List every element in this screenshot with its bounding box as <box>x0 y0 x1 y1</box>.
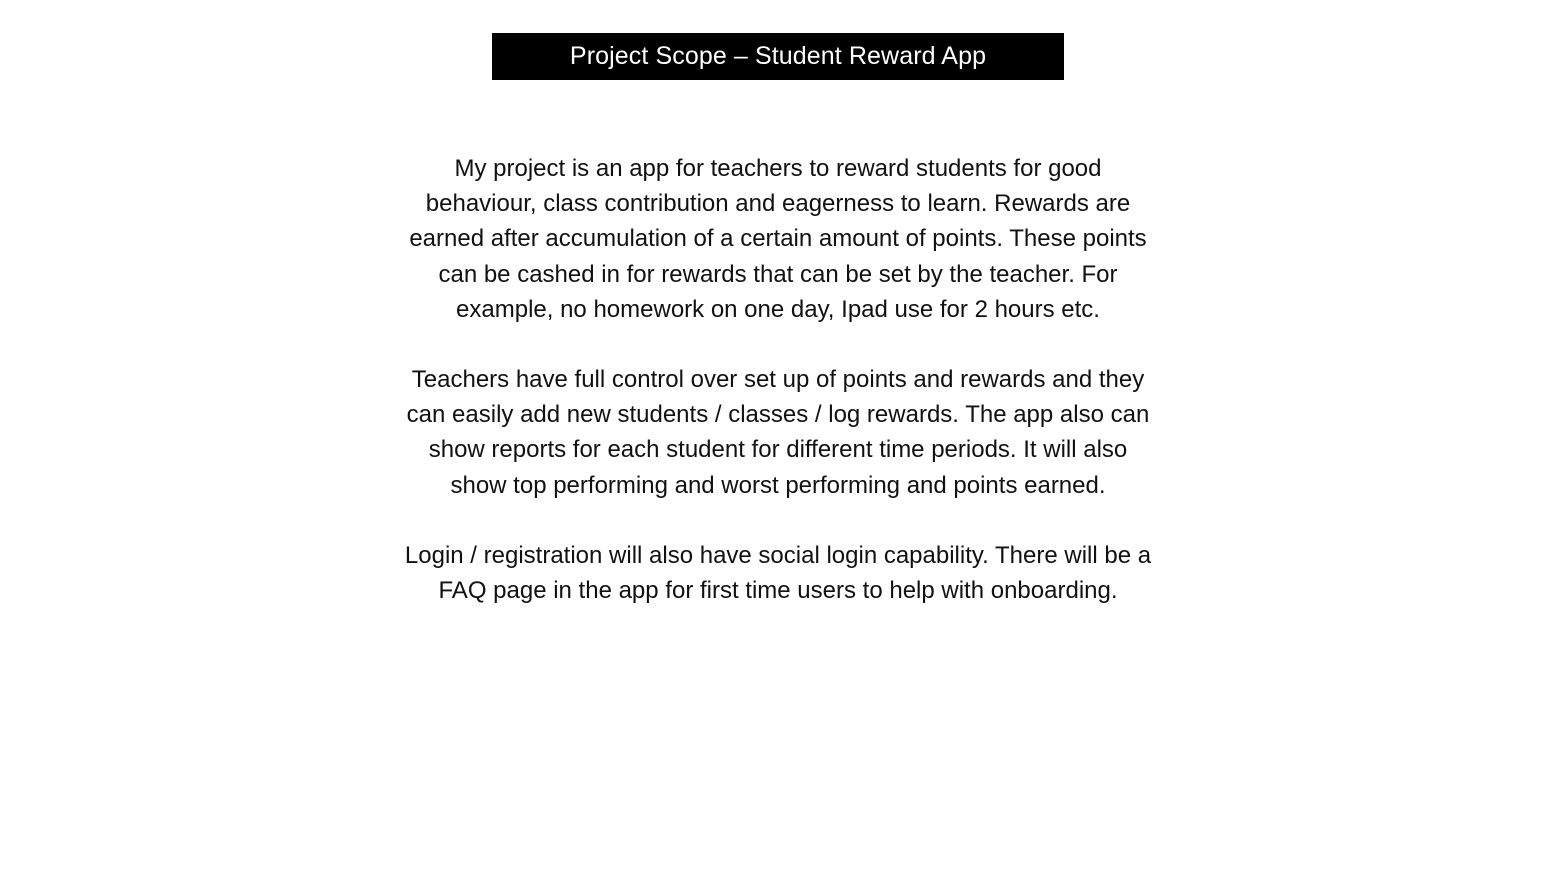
text-line: FAQ page in the app for first time users to help with onboarding. <box>438 577 1118 605</box>
paragraph-login <box>348 538 1208 608</box>
text-line: show reports for each student for different time periods. It will also <box>428 436 1128 464</box>
text-line: behaviour, class contribution and eagerness to learn. Rewards are <box>425 190 1131 218</box>
paragraph-teacher-control <box>348 362 1208 503</box>
title-bar <box>492 33 1064 80</box>
paragraph-overview <box>348 151 1208 327</box>
text-line: Teachers have full control over set up of points and rewards and they <box>411 366 1145 394</box>
text-line: example, no homework on one day, Ipad use for 2 hours etc. <box>456 295 1100 323</box>
text-line: earned after accumulation of a certain amount of points. These points <box>409 225 1147 253</box>
text-line: show top performing and worst performing and points earned. <box>450 471 1106 499</box>
text-line: Login / registration will also have social login capability. There will be a <box>404 541 1152 569</box>
text-line: can easily add new students / classes / log rewards. The app also can <box>406 401 1150 429</box>
text-line: My project is an app for teachers to reward students for good <box>454 155 1102 182</box>
text-line: can be cashed in for rewards that can be set by the teacher. For <box>438 260 1118 288</box>
body-text <box>348 151 1208 608</box>
slide-title: Project Scope – Student Reward App <box>569 42 987 70</box>
